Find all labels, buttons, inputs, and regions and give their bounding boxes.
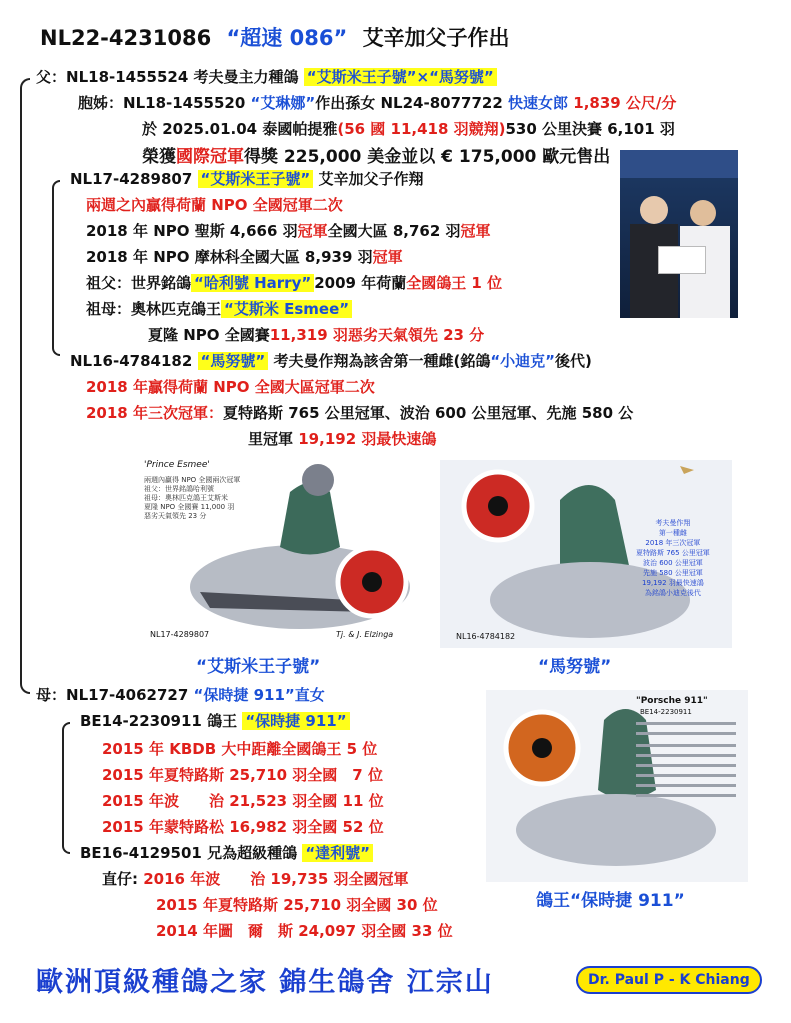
- p1-maker: Tj. & J. Elzinga: [336, 630, 394, 639]
- p1-ring: NL17-4289807: [150, 630, 210, 639]
- race-line: [142, 118, 675, 139]
- sire-l6: [148, 324, 484, 345]
- race-a: 於 2025.01.04 泰國帕提雅: [142, 120, 338, 138]
- child-label: 直仔:: [102, 870, 138, 888]
- p1-note: 夏隆 NPO 全國賽 11,000 羽: [144, 503, 235, 511]
- mother-dam-ring: BE16-4129501: [80, 844, 202, 862]
- sire-l2b: 冠軍: [297, 222, 328, 240]
- manu-photo: [440, 460, 732, 648]
- sibling-label: 胞姊：: [78, 94, 124, 112]
- child-1a: 2016 年波 治 19,735 羽: [143, 870, 349, 888]
- dam-l2b: 夏特路斯 765 公里冠軍、波治 600 公里冠軍、先施 580 公: [222, 404, 634, 422]
- prize-c: 得獎 225,000 美金並以 € 175,000 歐元售出: [244, 147, 611, 167]
- sire-ring: NL17-4289807: [70, 170, 193, 188]
- sire-l1: 兩週之內贏得荷蘭 NPO 全國冠軍二次: [86, 196, 343, 214]
- p2-caption: “馬努號”: [538, 657, 612, 677]
- mother-label: 母：: [36, 686, 67, 704]
- race-b: (56 國 11,418 羽競翔): [337, 120, 506, 138]
- p2-note: 第一種雌: [658, 529, 687, 537]
- pigeon-head: [302, 464, 334, 496]
- dam-desc3: 後代): [555, 352, 592, 370]
- sibling-ring: NL18-1455520: [123, 94, 246, 112]
- sire-l2: [86, 220, 491, 241]
- dam-l3b: 19,192 羽最快速鴿: [298, 430, 437, 448]
- p2-note: 波治 600 公里冠軍: [643, 559, 703, 567]
- dam-desc: 考夫曼作翔為該舍第一種雌(銘鴿: [273, 352, 491, 370]
- sire-desc: 艾辛加父子作翔: [318, 170, 424, 188]
- bird-logo: [680, 466, 694, 474]
- pigeon-illustration-3: [486, 690, 748, 882]
- sire-l4: [86, 272, 502, 293]
- sire-l3b: 冠軍: [372, 248, 403, 266]
- sire-l2a: 2018 年 NPO 聖斯 4,666 羽: [86, 222, 298, 240]
- mother-r2: 2015 年夏特路斯 25,710 羽全國 7 位: [102, 766, 383, 784]
- prize-a: 榮獲: [142, 147, 176, 167]
- p1-note: 惡劣天氣領先 23 分: [144, 512, 207, 520]
- dam-desc2: “小迪克”: [490, 352, 556, 370]
- mother-r3: 2015 年波 治 21,523 羽全國 11 位: [102, 792, 384, 810]
- race-c: 530 公里決賽 6,101 羽: [505, 120, 675, 138]
- sire-brace: [52, 180, 60, 356]
- p1-note: 兩週內贏得 NPO 全國兩次冠軍: [144, 476, 241, 484]
- child-1b: 全國冠軍: [348, 870, 409, 888]
- mother-brace: [62, 722, 70, 854]
- mother-dam-name: “達利號”: [302, 844, 373, 862]
- pupil-2: [488, 496, 508, 516]
- prize-cheque: [658, 246, 706, 274]
- mother-r1: 2015 年 KBDB 大中距離全國鴿王 5 位: [102, 740, 378, 758]
- mother-sire-desc: 鴿王: [207, 712, 238, 730]
- father-brace: [20, 78, 30, 694]
- dam-l3a: 里冠軍: [248, 430, 294, 448]
- footer-title: 歐洲頂級種鴿之家 錦生鴿舍 江宗山: [36, 967, 494, 998]
- banner: [620, 150, 738, 178]
- dam-l3: [248, 428, 436, 449]
- dam-l1: 2018 年贏得荷蘭 NPO 全國大區冠軍二次: [86, 378, 375, 396]
- p2-note: 夏特路斯 765 公里冠軍: [636, 549, 710, 557]
- sire-l6b: 11,319 羽惡劣天氣領先 23 分: [269, 326, 485, 344]
- author-badge: Dr. Paul P - K Chiang: [576, 966, 762, 994]
- sire-line: [70, 168, 423, 189]
- sire-l3a: 2018 年 NPO 摩林科全國大區 8,939 羽: [86, 248, 373, 266]
- person-head-left: [640, 196, 668, 224]
- p1-note: 祖父：世界銘鴿哈利號: [144, 485, 214, 493]
- p1-title: 'Prince Esmee': [144, 460, 210, 470]
- mother-r4: 2015 年蒙特路松 16,982 羽全國 52 位: [102, 818, 384, 836]
- sire-l5b: “艾斯米 Esmee”: [221, 300, 352, 318]
- mother-line: [36, 684, 325, 705]
- ceremony-photo: [620, 150, 738, 318]
- dam-l2a: 2018 年三次冠軍：: [86, 404, 223, 422]
- sire-l4b: “哈利號 Harry”: [191, 274, 314, 292]
- child-line-1: [102, 868, 409, 889]
- pupil-3: [532, 738, 552, 758]
- dam-l2: [86, 402, 633, 423]
- header-ring: NL22-4231086: [40, 26, 212, 50]
- father-parents: “艾斯米王子號”×“馬努號”: [304, 68, 497, 86]
- p2-note: 先施 580 公里冠軍: [643, 569, 703, 577]
- mother-sire-ring: BE14-2230911: [80, 712, 202, 730]
- header-suffix: 艾辛加父子作出: [362, 26, 510, 50]
- p1-note: 祖母：奧林匹克鴿王艾斯米: [144, 494, 228, 502]
- header-name: “超速 086”: [226, 26, 348, 50]
- sire-l2d: 冠軍: [460, 222, 491, 240]
- sibling-desc: 作出孫女: [315, 94, 376, 112]
- father-line: [36, 66, 497, 87]
- sire-l4d: 全國鴿王 1 位: [406, 274, 503, 292]
- pigeon-body-3: [516, 794, 716, 866]
- p2-ring: NL16-4784182: [456, 632, 516, 641]
- sire-l3: [86, 246, 403, 267]
- sire-l6a: 夏隆 NPO 全國賽: [148, 326, 270, 344]
- p2-note: 2018 年三次冠軍: [645, 539, 701, 547]
- p3-ring: BE14-2230911: [640, 708, 692, 716]
- child-2: 2015 年夏特路斯 25,710 羽全國 30 位: [156, 896, 438, 914]
- sire-l4a: 祖父：世界銘鴿: [86, 274, 192, 292]
- p2-notes: [636, 518, 710, 598]
- p1-caption: “艾斯米王子號”: [196, 657, 321, 677]
- p3-title: "Porsche 911": [636, 696, 708, 706]
- prince-esmee-photo: [140, 452, 420, 648]
- grand-speed: 1,839 公尺/分: [573, 94, 677, 112]
- pupil-1: [362, 572, 382, 592]
- person-head-right: [690, 200, 716, 226]
- child-3: 2014 年圖 爾 斯 24,097 羽全國 33 位: [156, 922, 453, 940]
- mother-ring: NL17-4062727: [66, 686, 189, 704]
- sibling-name: “艾琳娜”: [250, 94, 316, 112]
- pigeon-illustration-1: [140, 452, 420, 648]
- sire-l2c: 全國大區 8,762 羽: [327, 222, 461, 240]
- mother-desc: 直女: [294, 686, 325, 704]
- mother-dam-line: [80, 842, 373, 863]
- sire-l5a: 祖母：奧林匹克鴿王: [86, 300, 222, 318]
- mother-dam-desc: 兄為超級種鴿: [207, 844, 298, 862]
- dam-ring: NL16-4784182: [70, 352, 193, 370]
- p2-note: 為銘鴿小迪克後代: [644, 589, 701, 597]
- page-title: [40, 22, 510, 52]
- sibling-line: [78, 92, 676, 113]
- sire-l5: [86, 298, 352, 319]
- grand-name: 快速女郎: [508, 94, 569, 112]
- mother-name: “保時捷 911”: [193, 686, 295, 704]
- father-desc: 考夫曼主力種鴿: [193, 68, 299, 86]
- p2-note: 考夫曼作翔: [655, 519, 691, 527]
- prize-line: [142, 142, 610, 167]
- grand-ring: NL24-8077722: [380, 94, 503, 112]
- mother-sire-name: “保時捷 911”: [242, 712, 349, 730]
- dam-line: [70, 350, 592, 371]
- p3-caption: 鴿王“保時捷 911”: [536, 891, 685, 911]
- father-ring: NL18-1455524: [66, 68, 189, 86]
- mother-sire-line: [80, 710, 350, 731]
- sire-name: “艾斯米王子號”: [198, 170, 314, 188]
- prize-b: 國際冠軍: [176, 147, 244, 167]
- p2-note: 19,192 羽最快速鴿: [642, 579, 704, 587]
- father-label: 父：: [36, 68, 67, 86]
- dam-name: “馬努號”: [198, 352, 269, 370]
- sire-l4c: 2009 年荷蘭: [314, 274, 407, 292]
- porsche-photo: [486, 690, 748, 882]
